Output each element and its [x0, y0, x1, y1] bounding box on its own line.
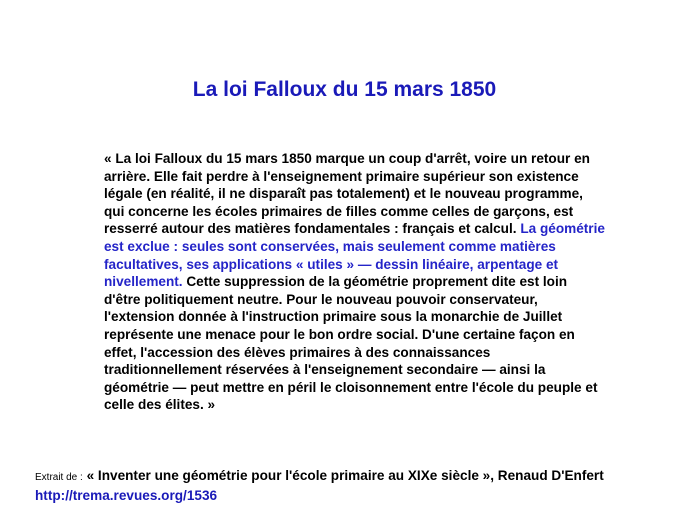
- quote-text-intro: « La loi Falloux du 15 mars 1850 marque un coup d'arrêt, voire un retour en arrière. Elle fait perdre à l'enseignement primaire supérieur son existence légale (en réalité, il ne disparaît pas totalement) et le nouveau programme, qui concerne les écoles primaires de filles comme celles de garçons, est resserré autour des matières fondamentales : français et calcul.: [104, 151, 590, 237]
- page-title: La loi Falloux du 15 mars 1850: [192, 78, 497, 101]
- source-url-link[interactable]: http://trema.revues.org/1536: [35, 487, 218, 503]
- source-label: Extrait de :: [35, 472, 83, 483]
- source-line: [35, 467, 685, 487]
- quote-text-conclusion: Cette suppression de la géométrie proprement dite est loin d'être politiquement neutre. Pour le nouveau pouvoir conservateur, l'extension donnée à l'instruction primaire sous la monarchie de Juillet représente une menace pour le bon ordre social. D'une certaine façon en effet, l'accession des élèves primaires à des connaissances traditionnellement réservées à l'enseignement secondaire — ainsi la géométrie — peut mettre en péril le cloisonnement entre l'école du peuple et celle des élites. »: [104, 274, 598, 413]
- quote-highlight: La géométrie est exclue : seules sont conservées, mais seulement comme matières facultatives, ses applications « utiles » — dessin linéaire, arpentage et nivellement.: [104, 221, 605, 290]
- source-url-line: [35, 487, 685, 505]
- source-reference: « Inventer une géométrie pour l'école primaire au XIXe siècle », Renaud D'Enfert: [86, 468, 604, 483]
- source-citation: [35, 467, 685, 504]
- quote-block: [104, 150, 606, 414]
